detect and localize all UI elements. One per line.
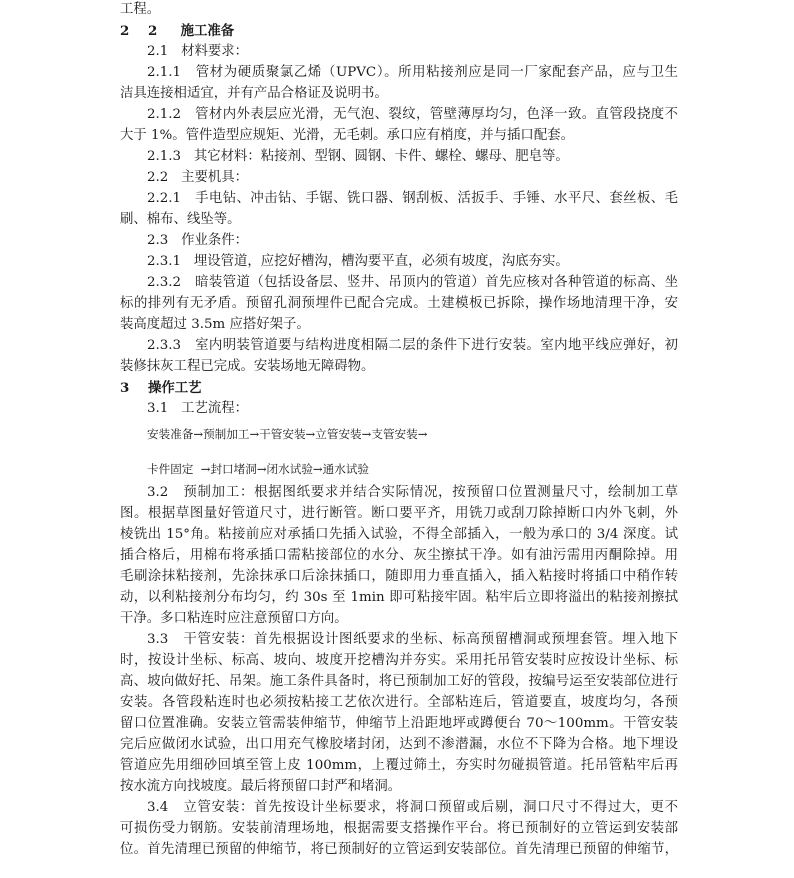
text-line: 安装。各管段粘连时也必须按粘接工艺依次进行。全部粘连后，管道要直，坡度均匀，各预 <box>120 695 678 710</box>
text-line: 位。首先清理已预留的伸缩节，将已预制好的立管运到安装部位。首先清理已预留的伸缩节， <box>120 842 678 857</box>
process-flow-line: 卡件固定 →封口堵洞→闭水试验→通水试验 <box>147 462 370 476</box>
subsection-heading: 2.3 作业条件： <box>147 233 249 248</box>
text-line: 可损伤受力钢筋。安装前清理场地，根据需要支搭操作平台。将已预制好的立管运到安装部 <box>120 821 678 836</box>
text-line: 大于 1%。管件造型应规矩、光滑，无毛刺。承口应有梢度，并与插口配套。 <box>120 128 574 143</box>
text-line: 留口位置准确。安装立管需装伸缩节，伸缩节上沿距地坪或蹲便台 70～100mm。干管安装 <box>120 716 678 731</box>
section-heading: 3 操作工艺 <box>120 380 202 396</box>
text-line: 2.1.1 管材为硬质聚氯乙烯（UPVC）。所用粘接剂应是同一厂家配套产品，应与卫生 <box>147 65 678 80</box>
text-line: 毛刷涂抹粘接剂，先涂抹承口后涂抹插口，随即用力垂直插入，插入粘接时将插口中稍作转 <box>120 569 678 584</box>
text-line: 2.2.1 手电钻、冲击钻、手锯、铣口器、钢刮板、活扳手、手锤、水平尺、套丝板、毛 <box>147 191 678 206</box>
text-line: 按水流方向找坡度。最后将预留口封严和堵洞。 <box>120 779 402 794</box>
text-line: 2.3.3 室内明装管道要与结构进度相隔二层的条件下进行安装。室内地平线应弹好，初 <box>147 338 678 353</box>
text-line: 2.1.2 管材内外表层应光滑，无气泡、裂纹，管壁薄厚均匀，色泽一致。直管段挠度不 <box>147 107 678 122</box>
subsection-heading: 2.1 材料要求： <box>147 44 249 59</box>
section-heading: 2 2 施工准备 <box>120 23 235 39</box>
text-line: 管道应先用细砂回填至管上皮 100mm，上覆过筛土，夯实时勿碰损管道。托吊管粘牢后再 <box>120 758 678 773</box>
text-line: 3.4 立管安装：首先按设计坐标要求，将洞口预留或后剔，洞口尺寸不得过大，更不 <box>147 800 678 815</box>
text-line: 插合格后，用棉布将承插口需粘接部位的水分、灰尘擦拭干净。如有油污需用丙酮除掉。用 <box>120 548 678 563</box>
text-line: 2.3.2 暗装管道（包括设备层、竖井、吊顶内的管道）首先应核对各种管道的标高、坐 <box>147 275 678 290</box>
text-line: 图。根据草图量好管道尺寸，进行断管。断口要平齐，用铣刀或刮刀除掉断口内外飞刺，外 <box>120 506 678 521</box>
text-line: 洁具连接相适宜，并有产品合格证及说明书。 <box>120 86 388 101</box>
text-line: 高、坡向做好托、吊架。施工条件具备时，将已预制加工好的管段，按编号运至安装部位进行 <box>120 674 678 689</box>
subsection-heading: 2.2 主要机具： <box>147 170 249 185</box>
text-line: 时，按设计坐标、标高、坡向、坡度开挖槽沟并夯实。采用托吊管安装时应按设计坐标、标 <box>120 653 678 668</box>
text-line: 3.3 干管安装：首先根据设计图纸要求的坐标、标高预留槽洞或预埋套管。埋入地下 <box>147 632 678 647</box>
text-line: 3.2 预制加工：根据图纸要求并结合实际情况，按预留口位置测量尺寸，绘制加工草 <box>147 485 678 500</box>
text-line: 干净。多口粘连时应注意预留口方向。 <box>120 611 348 626</box>
text-line: 装修抹灰工程已完成。安装场地无障碍物。 <box>120 359 375 374</box>
text-line: 棱铣出 15°角。粘接前应对承插口先插入试验，不得全部插入，一般为承口的 3/4 深度。试 <box>120 527 678 542</box>
text-line: 完后应做闭水试验，出口用充气橡胶堵封闭，达到不渗潜漏，水位不下降为合格。地下埋设 <box>120 737 678 752</box>
text-line: 2.1.3 其它材料：粘接剂、型钢、圆钢、卡件、螺栓、螺母、肥皂等。 <box>147 149 569 164</box>
text-line: 标的排列有无矛盾。预留孔洞预埋件已配合完成。土建模板已拆除，操作场地清理干净，安 <box>120 296 678 311</box>
text-line: 工程。 <box>120 2 161 17</box>
text-line: 装高度超过 3.5m 应搭好架子。 <box>120 317 310 332</box>
text-line: 2.3.1 埋设管道，应挖好槽沟，槽沟要平直，必须有坡度，沟底夯实。 <box>147 254 569 269</box>
text-line: 动，以利粘接剂分布均匀，约 30s 至 1min 即可粘接牢固。粘牢后立即将溢出的粘接剂擦拭 <box>120 590 678 605</box>
text-line: 刷、棉布、线坠等。 <box>120 212 241 227</box>
subsection-heading: 3.1 工艺流程： <box>147 401 249 416</box>
process-flow-line: 安装准备→预制加工→干管安装→立管安装→支管安装→ <box>147 427 428 441</box>
